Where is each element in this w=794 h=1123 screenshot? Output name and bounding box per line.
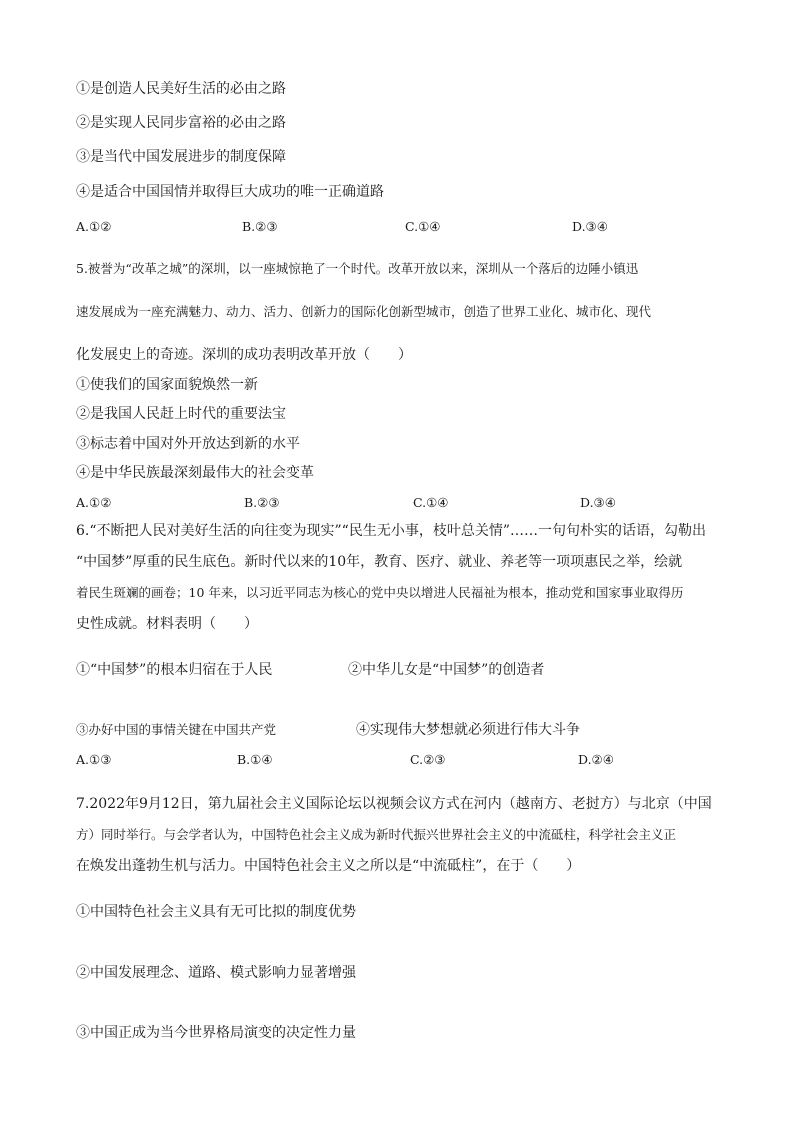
q6-option-4: ④实现伟大梦想就必须进行伟大斗争 [356, 722, 580, 738]
q5-stem-line-2: 速发展成为一座充满魅力、动力、活力、创新力的国际化创新型城市，创造了世界工业化、城市化、现代 [76, 304, 652, 319]
q6-option-2: ②中华儿女是“中国梦”的创造者 [348, 662, 545, 678]
q4-option-2: ②是实现人民同步富裕的必由之路 [76, 115, 286, 131]
q6-choice-d: D.②④ [578, 752, 614, 767]
q4-option-3: ③是当代中国发展进步的制度保障 [76, 149, 286, 165]
q5-choice-b: B.②③ [244, 495, 280, 510]
q5-choice-c: C.①④ [413, 495, 449, 510]
q6-option-3: ③办好中国的事情关键在中国共产党 [76, 722, 277, 737]
q5-option-1: ①使我们的国家面貌焕然一新 [76, 377, 258, 393]
q6-stem-line-4: 史性成就。材料表明（ ） [76, 616, 258, 632]
q6-stem-line-2: “中国梦”厚重的民生底色。新时代以来的10年，教育、医疗、就业、养老等一项项惠民之举，绘就 [76, 554, 683, 570]
q6-choice-a: A.①③ [76, 752, 112, 767]
q5-choice-a: A.①② [76, 495, 112, 510]
q5-stem-line-1: 5.被誉为“改革之城”的深圳，以一座城惊艳了一个时代。改革开放以来，深圳从一个落后的边陲小镇迅 [76, 261, 639, 276]
q4-option-1: ①是创造人民美好生活的必由之路 [76, 81, 286, 97]
q7-option-2: ②中国发展理念、道路、模式影响力显著增强 [76, 965, 356, 981]
q7-stem-line-1: 7.2022年9月12日，第九届社会主义国际论坛以视频会议方式在河内（越南方、老挝方）与北京（中国 [76, 796, 712, 812]
q5-choice-d: D.③④ [580, 495, 616, 510]
q7-option-1: ①中国特色社会主义具有无可比拟的制度优势 [76, 904, 356, 920]
q4-choice-a: A.①② [76, 219, 112, 234]
q6-choice-c: C.②③ [410, 752, 446, 767]
q6-option-1: ①“中国梦”的根本归宿在于人民 [76, 662, 273, 678]
q5-option-4: ④是中华民族最深刻最伟大的社会变革 [76, 465, 314, 481]
q7-option-3: ③中国正成为当今世界格局演变的决定性力量 [76, 1025, 356, 1041]
q5-option-2: ②是我国人民赶上时代的重要法宝 [76, 406, 286, 422]
q4-choice-c: C.①④ [405, 219, 441, 234]
q7-stem-line-3: 在焕发出蓬勃生机与活力。中国特色社会主义之所以是“中流砥柱”，在于（ ） [76, 858, 581, 874]
q4-choice-b: B.②③ [242, 219, 278, 234]
q5-option-3: ③标志着中国对外开放达到新的水平 [76, 436, 300, 452]
q6-stem-line-3: 着民生斑斓的画卷；10 年来，以习近平同志为核心的党中央以增进人民福祉为根本，推动党和国家事业取得历 [76, 585, 684, 600]
q4-option-4: ④是适合中国国情并取得巨大成功的唯一正确道路 [76, 184, 384, 200]
q7-stem-line-2: 方）同时举行。与会学者认为，中国特色社会主义成为新时代振兴世界社会主义的中流砥柱，科学社会主义正 [76, 827, 677, 842]
q6-choice-b: B.①④ [237, 752, 273, 767]
q5-stem-line-3: 化发展史上的奇迹。深圳的成功表明改革开放（ ） [76, 347, 412, 363]
q6-stem-line-1: 6.“不断把人民对美好生活的向往变为现实”“民生无小事，枝叶总关情”……一句句朴实的话语，勾勒出 [76, 523, 706, 539]
q4-choice-d: D.③④ [572, 219, 608, 234]
